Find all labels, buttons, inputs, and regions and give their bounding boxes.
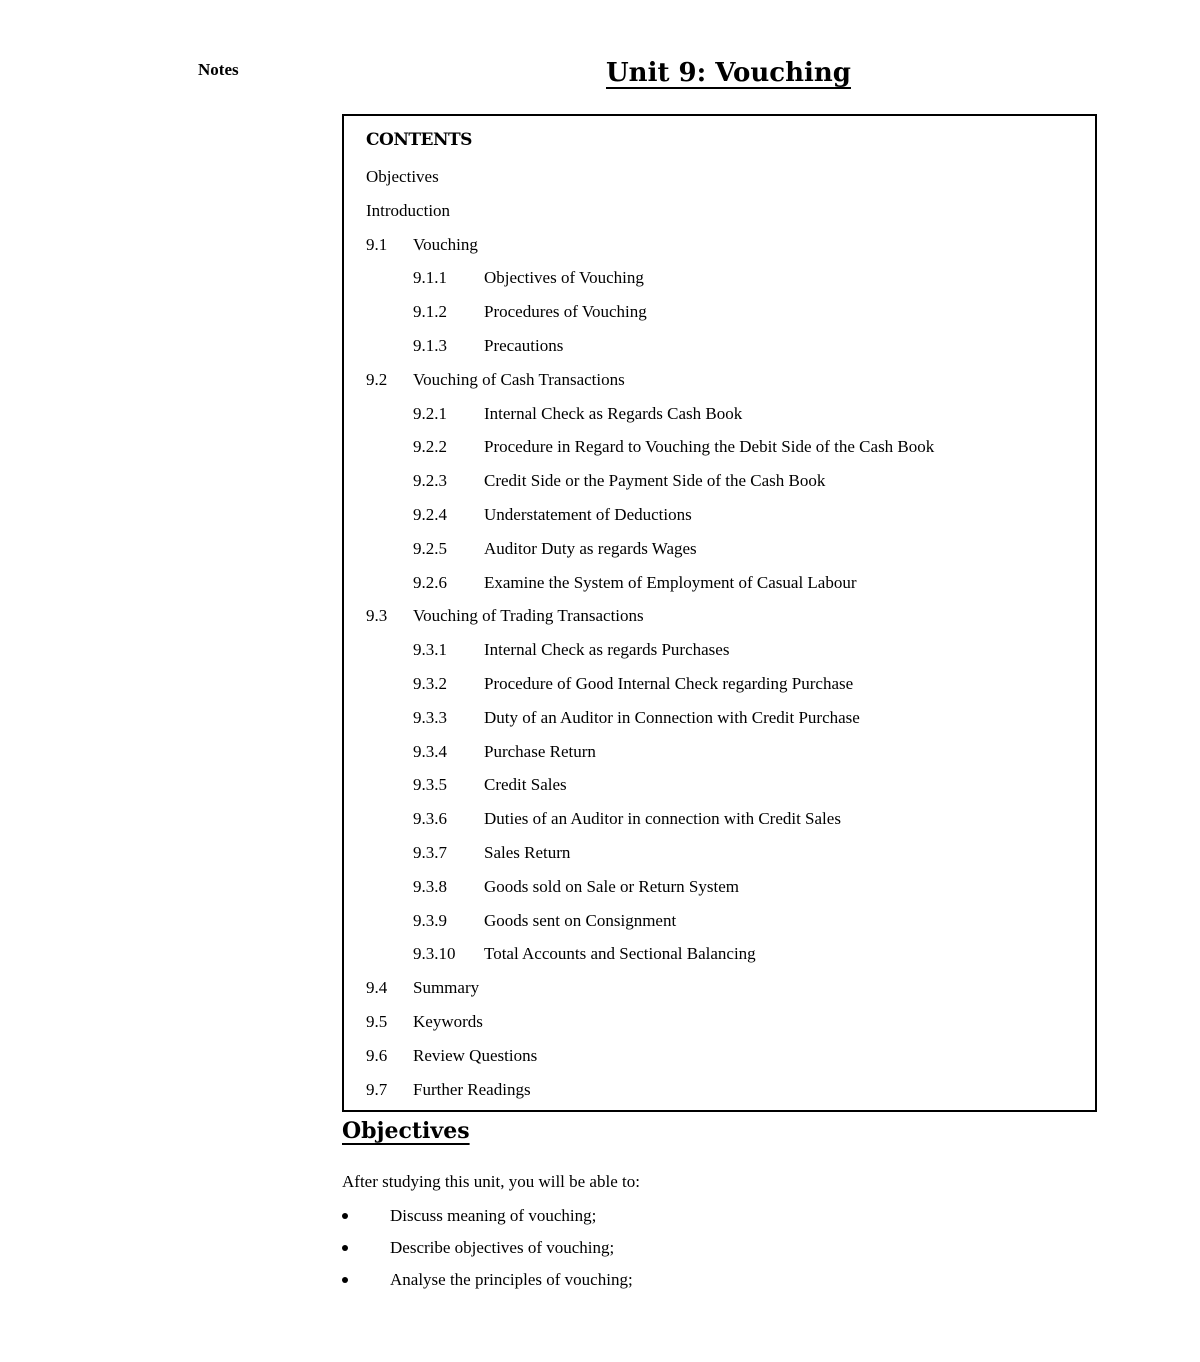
bullet-icon — [342, 1213, 348, 1219]
unit-title: Unit 9: Vouching — [606, 58, 851, 88]
list-item-text: Analyse the principles of vouching; — [390, 1270, 633, 1289]
toc-item-number: 9.3.6 — [413, 809, 447, 829]
toc-item-number: 9.3.9 — [413, 910, 447, 930]
toc-item-number: 9.2.5 — [413, 538, 447, 558]
toc-item-title: Auditor Duty as regards Wages — [484, 538, 697, 558]
objectives-intro: After studying this unit, you will be able to: — [342, 1172, 640, 1191]
toc-item-title: Procedures of Vouching — [484, 302, 647, 322]
toc-item-title: Understatement of Deductions — [484, 505, 692, 524]
toc-item-title: Duties of an Auditor in connection with Credit Sales — [484, 809, 841, 829]
toc-item-number: 9.2 — [366, 369, 388, 389]
toc-item-title: Internal Check as Regards Cash Book — [484, 403, 743, 423]
toc-item-number: 9.3.5 — [413, 775, 447, 795]
bullet-icon — [342, 1245, 348, 1251]
toc-item-title: Objectives of Vouching — [484, 268, 644, 288]
toc-item-title: Sales Return — [484, 843, 571, 862]
toc-item-number: 9.3.4 — [413, 741, 447, 761]
toc-item-number: 9.2.2 — [413, 437, 447, 457]
toc-item-title: Goods sent on Consignment — [484, 910, 677, 930]
toc-item-title: Vouching of Cash Transactions — [413, 369, 625, 389]
toc-item-title: Purchase Return — [484, 741, 596, 761]
toc-item-number: 9.3.10 — [413, 944, 456, 964]
toc-item-number: 9.1.2 — [413, 302, 447, 322]
toc-item-title: Credit Side or the Payment Side of the Cash Book — [484, 471, 826, 491]
toc-item-number: 9.2.4 — [413, 505, 447, 524]
list-item-text: Describe objectives of vouching; — [390, 1238, 615, 1257]
toc-item-number: 9.2.6 — [413, 572, 447, 592]
toc-item-number: 9.7 — [366, 1079, 388, 1099]
toc-item-title: Precautions — [484, 336, 564, 355]
toc-item-number: 9.2.3 — [413, 471, 447, 491]
contents-box — [342, 114, 1097, 1112]
toc-item-title: Total Accounts and Sectional Balancing — [484, 944, 756, 964]
toc-item-number: 9.4 — [366, 978, 388, 998]
toc-item-number: 9.3.3 — [413, 707, 447, 727]
toc-item-number: 9.5 — [366, 1012, 388, 1031]
toc-item-number: 9.3.2 — [413, 674, 447, 693]
toc-item-title: Keywords — [413, 1012, 483, 1031]
toc-item-title: Vouching of Trading Transactions — [413, 606, 644, 626]
bullet-icon — [342, 1277, 348, 1283]
toc-item-number: 9.3.1 — [413, 640, 447, 660]
toc-item-number: 9.2.1 — [413, 403, 447, 423]
toc-item-number: 9.1.3 — [413, 336, 447, 355]
toc-item-title: Procedure in Regard to Vouching the Debit Side of the Cash Book — [484, 437, 935, 457]
toc-item-title: Vouching — [413, 234, 478, 254]
toc-item-number: 9.1 — [366, 234, 388, 254]
toc-item-title: Summary — [413, 978, 480, 998]
toc-item-number: 9.3.7 — [413, 843, 447, 862]
toc-item-number: 9.1.1 — [413, 268, 447, 288]
toc-item-title: Duty of an Auditor in Connection with Credit Purchase — [484, 707, 860, 727]
objectives-heading: Objectives — [342, 1118, 470, 1144]
contents-heading: CONTENTS — [366, 130, 472, 150]
toc-item-number: 9.3 — [366, 606, 388, 626]
toc-item-title: Further Readings — [413, 1079, 531, 1099]
toc-item-number: 9.6 — [366, 1045, 388, 1065]
list-item-text: Discuss meaning of vouching; — [390, 1206, 597, 1225]
toc-item-title: Introduction — [366, 200, 451, 220]
toc-item-title: Review Questions — [413, 1045, 538, 1065]
toc-item-number: 9.3.8 — [413, 876, 447, 896]
toc-item-title: Examine the System of Employment of Casual Labour — [484, 572, 857, 592]
notes-label: Notes — [198, 60, 239, 79]
toc-item-title: Credit Sales — [484, 775, 567, 795]
toc-item-title: Internal Check as regards Purchases — [484, 640, 730, 660]
toc-item-title: Procedure of Good Internal Check regarding Purchase — [484, 674, 854, 693]
toc-item-title: Goods sold on Sale or Return System — [484, 876, 739, 896]
toc-item-title: Objectives — [366, 167, 439, 186]
